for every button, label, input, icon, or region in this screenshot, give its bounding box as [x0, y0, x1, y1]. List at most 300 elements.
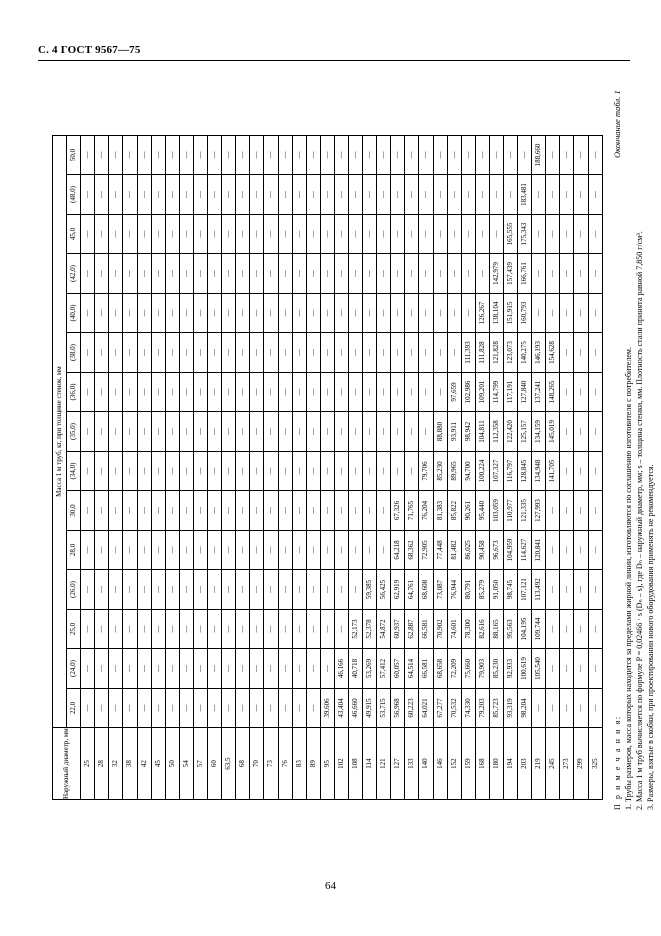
row-header-diameter: 70 — [250, 728, 264, 800]
table-cell: — — [348, 214, 362, 254]
table-cell: — — [546, 135, 560, 175]
table-cell: — — [419, 135, 433, 175]
table-cell: — — [151, 451, 165, 491]
note-item-2: 2. Масса 1 м труб вычисляется по формуле P = 0,02466 · s (Dₙ – s), где Dₙ – наружный диаметр, мм; s – толщина стенки, мм. Плотность стали принята равной 7,850 г/см³. — [635, 231, 644, 810]
table-cell: — — [222, 609, 236, 649]
table-cell: — — [165, 570, 179, 610]
table-cell: 75,660 — [461, 649, 475, 689]
row-header-diameter: 121 — [377, 728, 391, 800]
row-header-diameter: 245 — [546, 728, 560, 800]
table-cell: 56,968 — [391, 688, 405, 728]
table-cell: — — [560, 293, 574, 333]
table-cell: 95,440 — [475, 491, 489, 531]
table-cell: — — [123, 175, 137, 215]
table-cell: — — [193, 688, 207, 728]
table-cell: — — [250, 372, 264, 412]
table-cell: 57,412 — [377, 649, 391, 689]
table-cell: — — [109, 491, 123, 531]
table-cell: — — [419, 412, 433, 452]
table-cell: — — [320, 293, 334, 333]
row-header-diameter: 140 — [419, 728, 433, 800]
table-cell: — — [546, 649, 560, 689]
table-cell: — — [208, 214, 222, 254]
table-cell: 88,880 — [433, 412, 447, 452]
table-cell: — — [165, 451, 179, 491]
table-cell: — — [334, 254, 348, 294]
row-header-diameter: 159 — [461, 728, 475, 800]
table-row — [433, 135, 447, 799]
table-cell: 157,439 — [504, 254, 518, 294]
table-cell: — — [461, 175, 475, 215]
column-header-thickness: 22,0 — [67, 688, 81, 728]
table-cell: — — [236, 530, 250, 570]
table-cell: — — [109, 372, 123, 412]
table-cell: 53,269 — [363, 649, 377, 689]
table-cell: — — [419, 293, 433, 333]
table-cell: 64,761 — [405, 570, 419, 610]
table-cell: 100,619 — [518, 649, 532, 689]
mass-per-meter-table — [52, 135, 603, 800]
table-cell: — — [81, 491, 95, 531]
table-cell: — — [489, 214, 503, 254]
table-cell: — — [574, 451, 588, 491]
table-cell: — — [391, 293, 405, 333]
table-cell: — — [391, 372, 405, 412]
table-cell: — — [419, 372, 433, 412]
column-header-thickness: (40,0) — [67, 293, 81, 333]
table-cell: — — [588, 491, 602, 531]
table-cell: — — [222, 135, 236, 175]
table-cell: — — [151, 372, 165, 412]
table-cell: — — [334, 412, 348, 452]
table-cell: — — [334, 175, 348, 215]
table-cell: — — [560, 412, 574, 452]
table-cell: 70,902 — [433, 609, 447, 649]
table-cell: — — [264, 451, 278, 491]
table-cell: — — [123, 530, 137, 570]
table-cell: — — [123, 135, 137, 175]
table-cell: — — [546, 175, 560, 215]
table-cell: — — [475, 175, 489, 215]
table-cell: — — [278, 451, 292, 491]
table-cell: 91,050 — [489, 570, 503, 610]
table-cell: — — [334, 451, 348, 491]
table-cell: 90,458 — [475, 530, 489, 570]
table-cell: — — [208, 254, 222, 294]
table-cell: 85,279 — [475, 570, 489, 610]
row-header-diameter: 57 — [193, 728, 207, 800]
table-cell: — — [264, 293, 278, 333]
table-cell: — — [292, 254, 306, 294]
table-row — [250, 135, 264, 799]
table-cell: 107,121 — [518, 570, 532, 610]
table-cell: — — [208, 135, 222, 175]
table-cell: — — [222, 175, 236, 215]
table-cell: 72,905 — [419, 530, 433, 570]
table-cell: — — [306, 135, 320, 175]
table-cell: — — [151, 491, 165, 531]
table-cell: — — [236, 175, 250, 215]
table-cell: 85,723 — [489, 688, 503, 728]
table-cell: — — [137, 451, 151, 491]
table-cell: — — [151, 333, 165, 373]
table-cell: — — [151, 135, 165, 175]
table-cell: — — [165, 254, 179, 294]
row-header-diameter: 146 — [433, 728, 447, 800]
table-cell: — — [222, 214, 236, 254]
table-cell: — — [306, 293, 320, 333]
table-cell: — — [81, 293, 95, 333]
table-cell: — — [222, 293, 236, 333]
column-header-thickness: (24,0) — [67, 649, 81, 689]
table-cell: 98,204 — [518, 688, 532, 728]
table-cell: — — [532, 254, 546, 294]
table-cell: 52,173 — [348, 609, 362, 649]
table-cell: — — [250, 609, 264, 649]
table-cell: — — [334, 333, 348, 373]
table-row — [447, 135, 461, 799]
table-cell: — — [560, 254, 574, 294]
table-cell: — — [236, 491, 250, 531]
table-cell: — — [81, 609, 95, 649]
table-cell: — — [109, 175, 123, 215]
table-cell: — — [447, 333, 461, 373]
table-cell: 116,797 — [504, 451, 518, 491]
table-cell: — — [81, 135, 95, 175]
table-cell: — — [193, 491, 207, 531]
table-cell: — — [81, 412, 95, 452]
table-cell: — — [278, 530, 292, 570]
table-cell: — — [292, 214, 306, 254]
table-cell: 80,791 — [461, 570, 475, 610]
table-cell: — — [363, 491, 377, 531]
table-cell: 76,204 — [419, 491, 433, 531]
table-cell: — — [151, 609, 165, 649]
row-header-diameter: 325 — [588, 728, 602, 800]
table-cell: 117,191 — [504, 372, 518, 412]
row-header-diameter: 127 — [391, 728, 405, 800]
table-cell: 120,841 — [532, 530, 546, 570]
table-cell: — — [278, 175, 292, 215]
table-cell: 110,977 — [504, 491, 518, 531]
table-cell: — — [151, 570, 165, 610]
table-cell: — — [588, 254, 602, 294]
table-cell: — — [560, 491, 574, 531]
table-cell: — — [95, 293, 109, 333]
table-cell: — — [546, 530, 560, 570]
table-cell: — — [137, 135, 151, 175]
table-row — [588, 135, 602, 799]
column-header-thickness: 30,0 — [67, 491, 81, 531]
row-header-diameter: 152 — [447, 728, 461, 800]
table-cell: 79,903 — [475, 649, 489, 689]
table-cell: — — [588, 451, 602, 491]
table-cell: 40,718 — [348, 649, 362, 689]
table-cell: — — [320, 333, 334, 373]
table-cell: — — [137, 372, 151, 412]
table-cell: — — [292, 372, 306, 412]
table-cell: — — [433, 293, 447, 333]
table-cell: — — [320, 372, 334, 412]
table-cell: 125,157 — [518, 412, 532, 452]
table-cell: — — [363, 412, 377, 452]
column-header-thickness: (26,0) — [67, 570, 81, 610]
table-cell: — — [179, 293, 193, 333]
table-cell: — — [81, 649, 95, 689]
table-cell: — — [179, 412, 193, 452]
table-cell: — — [208, 530, 222, 570]
table-cell: — — [123, 214, 137, 254]
table-cell: — — [236, 372, 250, 412]
table-cell: — — [208, 372, 222, 412]
table-cell: — — [264, 609, 278, 649]
table-cell: — — [292, 333, 306, 373]
table-cell: 92,933 — [504, 649, 518, 689]
table-cell: 148,265 — [546, 372, 560, 412]
table-cell: — — [109, 254, 123, 294]
table-cell: — — [222, 570, 236, 610]
page-header — [38, 44, 141, 56]
table-cell: — — [292, 609, 306, 649]
table-cell: — — [278, 649, 292, 689]
table-cell: — — [405, 372, 419, 412]
table-cell: — — [377, 451, 391, 491]
table-cell: — — [236, 609, 250, 649]
table-cell: — — [123, 451, 137, 491]
table-cell: — — [109, 570, 123, 610]
table-cell: — — [278, 372, 292, 412]
table-cell: — — [560, 175, 574, 215]
table-cell: — — [419, 254, 433, 294]
table-cell: — — [109, 688, 123, 728]
table-cell: — — [151, 688, 165, 728]
table-cell: 66,581 — [419, 649, 433, 689]
table-cell: — — [236, 688, 250, 728]
table-cell: 79,706 — [419, 451, 433, 491]
table-cell: — — [222, 688, 236, 728]
table-cell: — — [123, 412, 137, 452]
table-cell: — — [363, 175, 377, 215]
table-cell: — — [95, 609, 109, 649]
table-cell: — — [264, 688, 278, 728]
table-row — [320, 135, 334, 799]
table-cell: — — [165, 609, 179, 649]
table-cell: — — [560, 609, 574, 649]
table-cell: 102,986 — [461, 372, 475, 412]
table-cell: 90,261 — [461, 491, 475, 531]
table-cell: — — [123, 570, 137, 610]
table-cell: — — [95, 570, 109, 610]
continuation-note: Окончание табл. 1 — [612, 90, 622, 158]
table-cell: — — [151, 214, 165, 254]
table-cell: — — [123, 254, 137, 294]
row-header-diameter: 54 — [179, 728, 193, 800]
table-cell: — — [560, 649, 574, 689]
table-cell: — — [504, 175, 518, 215]
table-cell: — — [363, 214, 377, 254]
table-cell: — — [447, 254, 461, 294]
table-cell: 121,335 — [518, 491, 532, 531]
table-cell: — — [250, 412, 264, 452]
table-cell: 56,425 — [377, 570, 391, 610]
table-cell: 114,799 — [489, 372, 503, 412]
table-cell: 39,606 — [320, 688, 334, 728]
table-cell: — — [165, 135, 179, 175]
table-cell: — — [574, 688, 588, 728]
table-cell: — — [95, 688, 109, 728]
row-header-diameter: 114 — [363, 728, 377, 800]
table-cell: — — [165, 649, 179, 689]
table-cell: 109,201 — [475, 372, 489, 412]
table-cell: — — [236, 293, 250, 333]
table-row — [264, 135, 278, 799]
table-cell: — — [574, 649, 588, 689]
column-header-thickness: (34,0) — [67, 451, 81, 491]
table-cell: — — [334, 530, 348, 570]
table-cell: 67,277 — [433, 688, 447, 728]
table-cell: — — [193, 293, 207, 333]
row-header-diameter: 42 — [137, 728, 151, 800]
table-cell: — — [236, 451, 250, 491]
table-cell: — — [137, 254, 151, 294]
table-cell: 81,383 — [433, 491, 447, 531]
table-cell: 74,330 — [461, 688, 475, 728]
table-cell: — — [137, 491, 151, 531]
table-cell: — — [348, 254, 362, 294]
table-cell: — — [532, 293, 546, 333]
table-cell: 54,872 — [377, 609, 391, 649]
table-cell: — — [588, 214, 602, 254]
table-cell: 134,159 — [532, 412, 546, 452]
table-cell: — — [278, 609, 292, 649]
table-cell: — — [250, 175, 264, 215]
table-cell: — — [81, 175, 95, 215]
table-cell: — — [109, 530, 123, 570]
table-cell: — — [250, 254, 264, 294]
table-cell: — — [193, 175, 207, 215]
table-cell: — — [95, 412, 109, 452]
table-cell: — — [292, 293, 306, 333]
table-cell: — — [447, 293, 461, 333]
table-cell: — — [574, 570, 588, 610]
table-cell: — — [208, 451, 222, 491]
table-cell: — — [278, 214, 292, 254]
table-cell: — — [574, 175, 588, 215]
table-cell: — — [377, 135, 391, 175]
table-row — [574, 135, 588, 799]
row-header-diameter: 89 — [306, 728, 320, 800]
table-cell: — — [193, 214, 207, 254]
table-cell: — — [81, 372, 95, 412]
notes-title: П р и м е ч а н и я: — [613, 715, 622, 810]
table-row — [518, 135, 532, 799]
table-row — [137, 135, 151, 799]
table-cell: 146,193 — [532, 333, 546, 373]
table-cell: — — [588, 412, 602, 452]
table-cell: — — [391, 135, 405, 175]
table-cell: 175,343 — [518, 214, 532, 254]
table-cell: — — [137, 293, 151, 333]
table-row — [419, 135, 433, 799]
column-header-thickness: 50,0 — [67, 135, 81, 175]
row-header-diameter: 194 — [504, 728, 518, 800]
table-cell: 64,218 — [391, 530, 405, 570]
table-cell: — — [236, 214, 250, 254]
table-cell: — — [208, 412, 222, 452]
table-cell: — — [574, 530, 588, 570]
table-cell: — — [560, 333, 574, 373]
table-cell: — — [137, 570, 151, 610]
table-cell: — — [391, 333, 405, 373]
table-cell: — — [123, 609, 137, 649]
column-header-thickness: (36,0) — [67, 372, 81, 412]
table-cell: — — [208, 491, 222, 531]
table-cell: — — [461, 293, 475, 333]
table-cell: — — [433, 254, 447, 294]
table-cell: — — [222, 412, 236, 452]
table-cell: — — [165, 293, 179, 333]
table-cell: — — [179, 254, 193, 294]
table-cell: — — [137, 214, 151, 254]
table-cell: 94,700 — [461, 451, 475, 491]
table-cell: — — [193, 412, 207, 452]
standard-label: ГОСТ 9567—75 — [60, 44, 141, 56]
table-cell: — — [179, 688, 193, 728]
table-cell: — — [179, 135, 193, 175]
table-cell: — — [193, 254, 207, 294]
table-cell: — — [560, 530, 574, 570]
table-row — [405, 135, 419, 799]
table-cell: — — [560, 688, 574, 728]
table-container — [52, 78, 600, 800]
table-cell: — — [320, 412, 334, 452]
table-cell: 46,166 — [334, 649, 348, 689]
table-cell: — — [320, 609, 334, 649]
table-cell: — — [123, 649, 137, 689]
table-cell: 85,230 — [489, 649, 503, 689]
column-header-thickness: (42,0) — [67, 254, 81, 294]
table-cell: — — [405, 175, 419, 215]
table-cell: — — [348, 293, 362, 333]
table-cell: — — [95, 254, 109, 294]
table-cell: 98,942 — [461, 412, 475, 452]
table-cell: — — [165, 412, 179, 452]
table-cell: — — [95, 491, 109, 531]
table-cell: — — [348, 570, 362, 610]
table-cell: — — [320, 649, 334, 689]
table-cell: 53,715 — [377, 688, 391, 728]
table-cell: — — [179, 214, 193, 254]
table-cell: — — [208, 688, 222, 728]
table-cell: 107,327 — [489, 451, 503, 491]
table-cell: — — [208, 649, 222, 689]
table-cell: 66,581 — [419, 609, 433, 649]
table-cell: 105,540 — [532, 649, 546, 689]
table-cell: — — [264, 254, 278, 294]
table-cell: — — [419, 214, 433, 254]
table-cell: 122,420 — [504, 412, 518, 452]
table-cell: — — [250, 135, 264, 175]
table-cell: — — [81, 530, 95, 570]
table-cell: 86,025 — [461, 530, 475, 570]
table-cell: — — [334, 570, 348, 610]
table-cell: — — [306, 688, 320, 728]
table-cell: — — [574, 293, 588, 333]
table-cell: — — [320, 570, 334, 610]
table-cell: — — [278, 491, 292, 531]
table-cell: — — [377, 372, 391, 412]
table-cell: 73,087 — [433, 570, 447, 610]
